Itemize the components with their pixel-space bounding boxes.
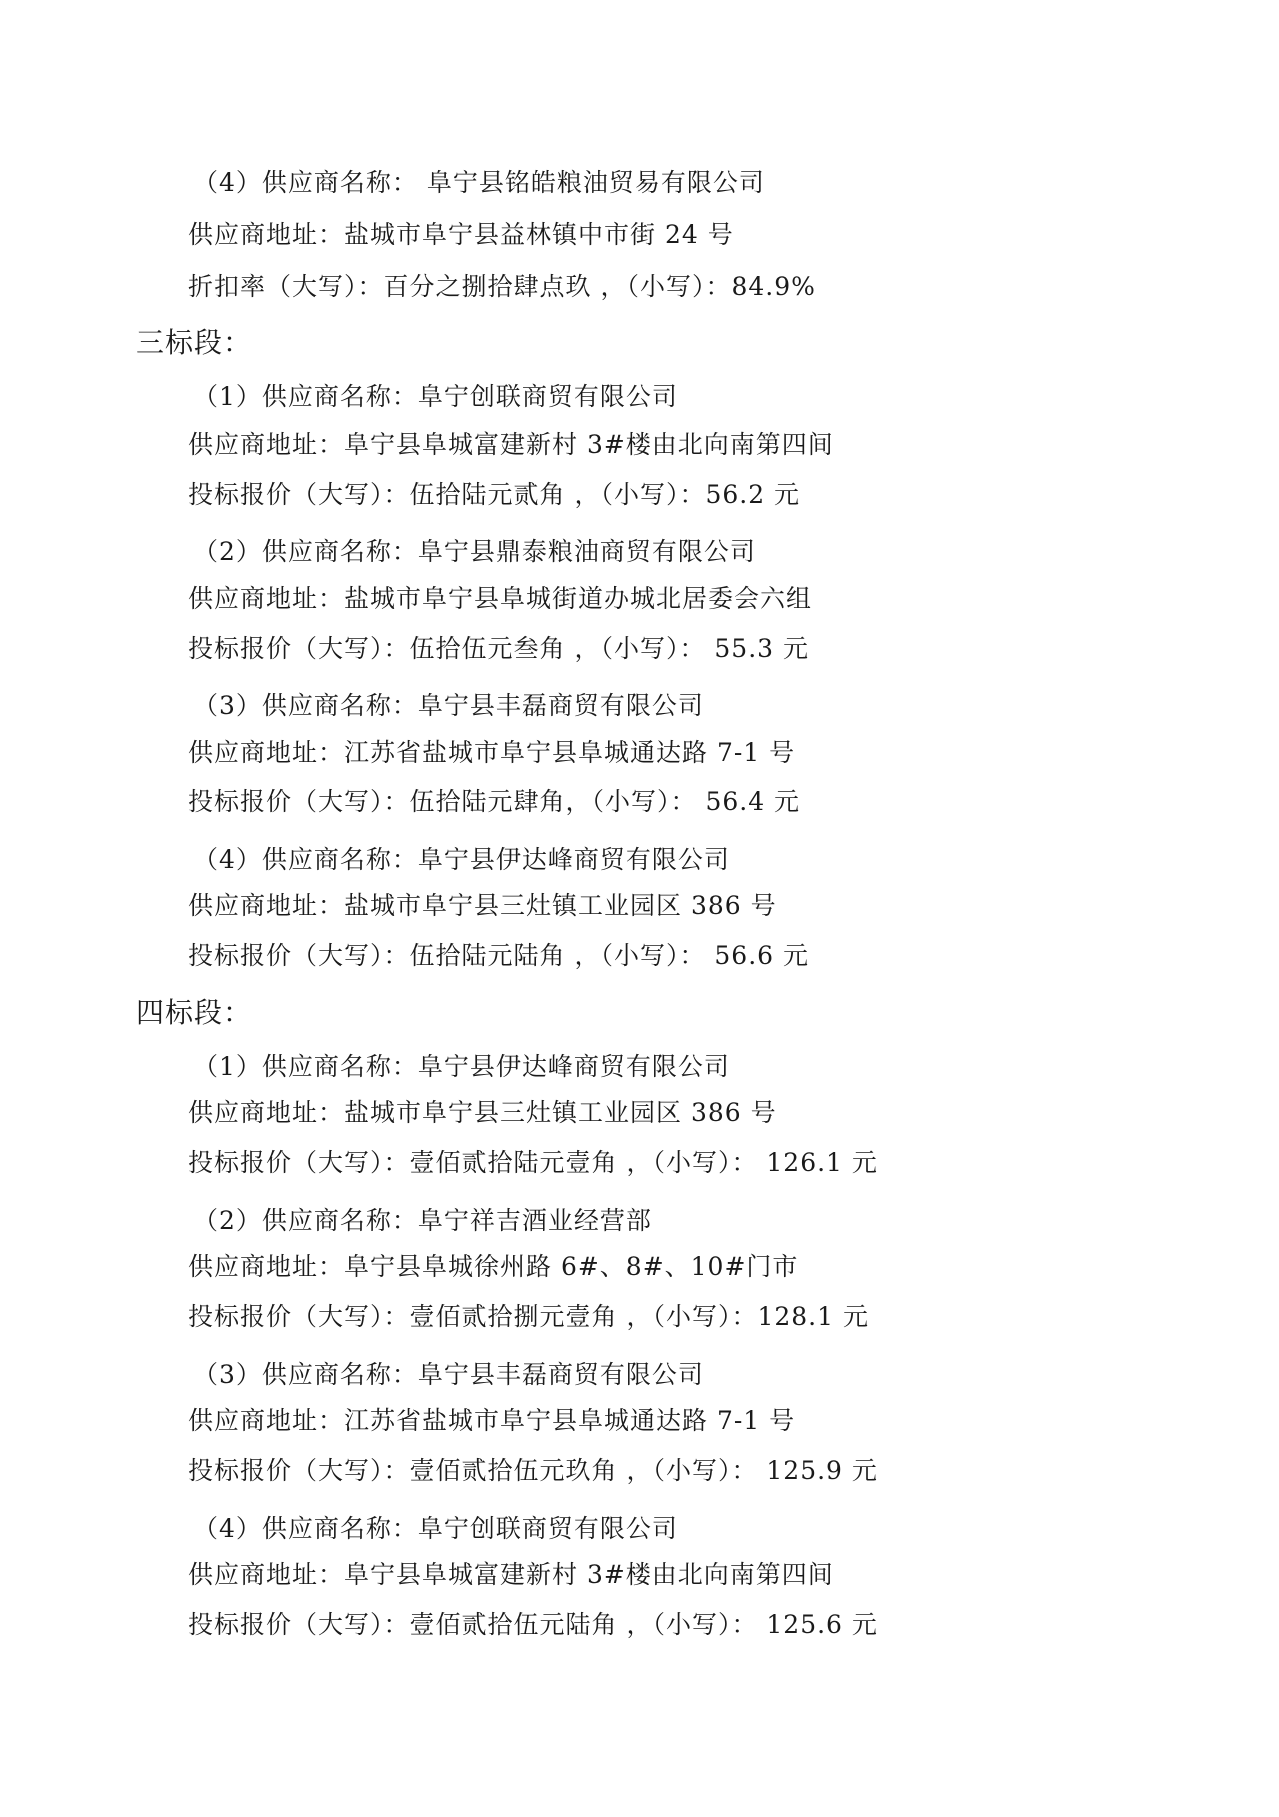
supplier-address-line: 供应商地址：盐城市阜宁县三灶镇工业园区 386 号 <box>188 1098 777 1127</box>
bid-price-line: 投标报价（大写）：壹佰贰拾伍元陆角 ，（小写）： 125.6 元 <box>188 1610 878 1639</box>
supplier-address-line: 供应商地址：盐城市阜宁县益林镇中市街 24 号 <box>188 220 734 249</box>
bid-price-line: 投标报价（大写）：壹佰贰拾伍元玖角 ，（小写）： 125.9 元 <box>188 1456 878 1485</box>
supplier-name-line: （1）供应商名称：阜宁县伊达峰商贸有限公司 <box>193 1052 730 1081</box>
supplier-address-line: 供应商地址：盐城市阜宁县阜城街道办城北居委会六组 <box>188 584 813 613</box>
bid-price-line: 投标报价（大写）：壹佰贰拾捌元壹角 ，（小写）：128.1 元 <box>188 1302 869 1331</box>
bid-price-line: 投标报价（大写）：伍拾陆元陆角 ，（小写）： 56.6 元 <box>188 941 810 970</box>
supplier-name-line: （2）供应商名称：阜宁县鼎泰粮油商贸有限公司 <box>193 537 756 566</box>
bid-price-line: 投标报价（大写）：伍拾陆元贰角 ，（小写）：56.2 元 <box>188 480 801 509</box>
section-heading-3: 三标段： <box>136 326 253 359</box>
supplier-name-line: （4）供应商名称：阜宁县伊达峰商贸有限公司 <box>193 845 730 874</box>
supplier-address-line: 供应商地址：盐城市阜宁县三灶镇工业园区 386 号 <box>188 891 777 920</box>
supplier-name-line: （3）供应商名称：阜宁县丰磊商贸有限公司 <box>193 1360 704 1389</box>
discount-rate-line: 折扣率（大写）：百分之捌拾肆点玖 ，（小写）：84.9% <box>188 272 816 301</box>
supplier-address-line: 供应商地址：江苏省盐城市阜宁县阜城通达路 7-1 号 <box>188 738 796 767</box>
supplier-name-line: （1）供应商名称：阜宁创联商贸有限公司 <box>193 382 678 411</box>
supplier-name-line: （4）供应商名称： 阜宁县铭皓粮油贸易有限公司 <box>193 168 765 197</box>
supplier-name-line: （4）供应商名称：阜宁创联商贸有限公司 <box>193 1514 678 1543</box>
bid-price-line: 投标报价（大写）：伍拾伍元叁角 ，（小写）： 55.3 元 <box>188 634 810 663</box>
bid-price-line: 投标报价（大写）：壹佰贰拾陆元壹角 ，（小写）： 126.1 元 <box>188 1148 878 1177</box>
supplier-address-line: 供应商地址：阜宁县阜城富建新村 3#楼由北向南第四间 <box>188 1560 834 1589</box>
supplier-address-line: 供应商地址：江苏省盐城市阜宁县阜城通达路 7-1 号 <box>188 1406 796 1435</box>
supplier-name-line: （3）供应商名称：阜宁县丰磊商贸有限公司 <box>193 691 704 720</box>
supplier-name-line: （2）供应商名称：阜宁祥吉酒业经营部 <box>193 1206 652 1235</box>
supplier-address-line: 供应商地址：阜宁县阜城富建新村 3#楼由北向南第四间 <box>188 430 834 459</box>
section-heading-4: 四标段： <box>136 996 253 1029</box>
bid-price-line: 投标报价（大写）：伍拾陆元肆角，（小写）： 56.4 元 <box>188 787 801 816</box>
supplier-address-line: 供应商地址：阜宁县阜城徐州路 6#、8#、10#门市 <box>188 1252 799 1281</box>
